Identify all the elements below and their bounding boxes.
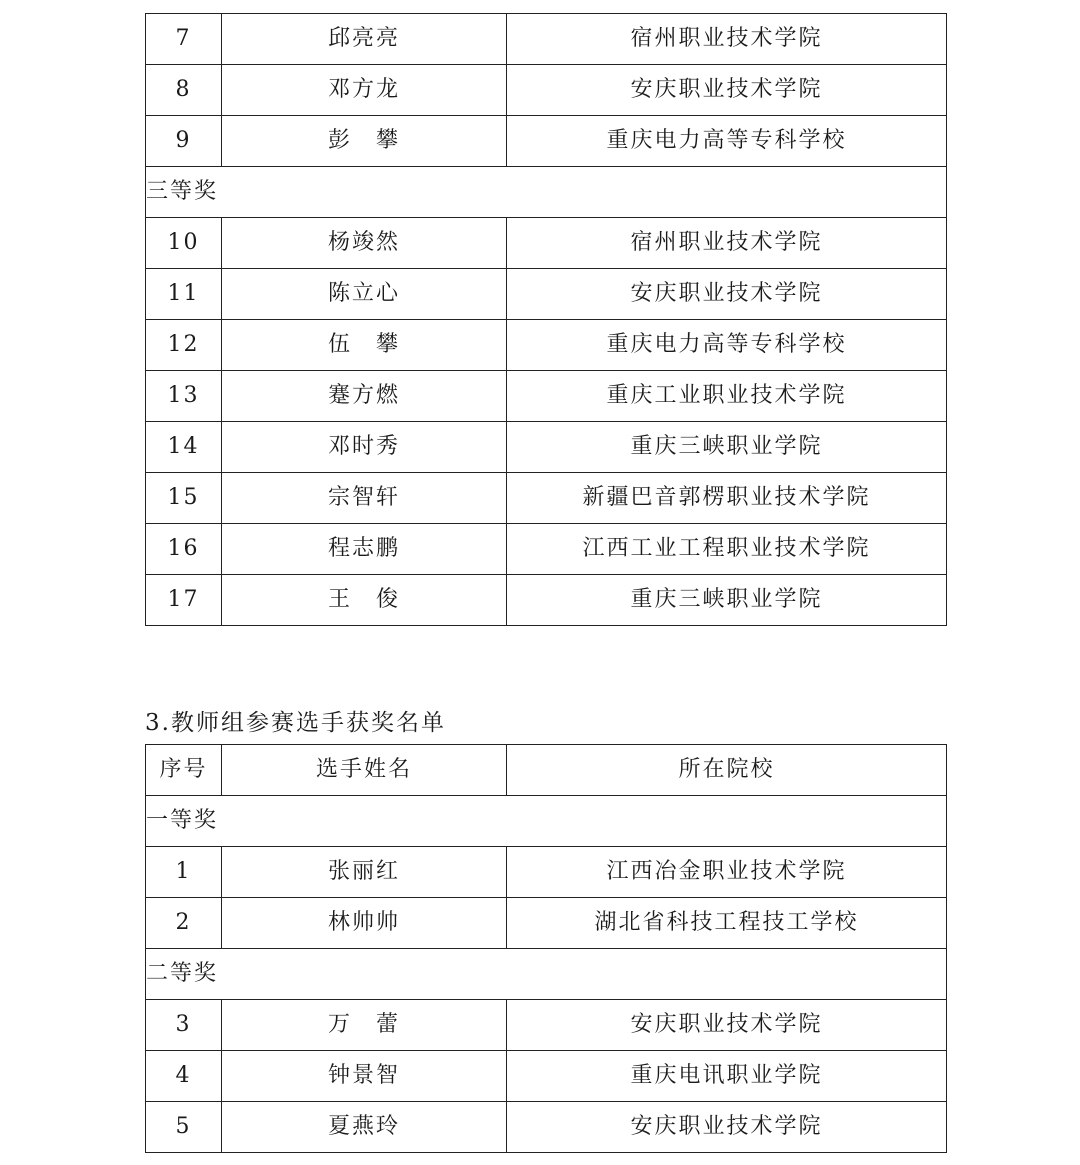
- contestant-name: 程志鹏: [222, 524, 507, 575]
- row-number: 8: [146, 65, 222, 116]
- table-row: [146, 1102, 947, 1153]
- row-number: 12: [146, 320, 222, 371]
- row-number: 11: [146, 269, 222, 320]
- school-name: 重庆电力高等专科学校: [507, 116, 947, 167]
- contestant-name: 夏燕玲: [222, 1102, 507, 1153]
- section-title: 3.教师组参赛选手获奖名单: [145, 710, 446, 736]
- row-number: 7: [146, 14, 222, 65]
- school-name: 新疆巴音郭楞职业技术学院: [507, 473, 947, 524]
- row-number: 16: [146, 524, 222, 575]
- table-row: [146, 65, 947, 116]
- teacher-awards-table-head: [146, 745, 947, 796]
- table-row: [146, 1051, 947, 1102]
- award-section-row: [146, 949, 947, 1000]
- row-number: 9: [146, 116, 222, 167]
- table-row: [146, 269, 947, 320]
- award-level-label: 一等奖: [146, 796, 947, 847]
- contestant-name: 蹇方燃: [222, 371, 507, 422]
- row-number: 13: [146, 371, 222, 422]
- school-name: 重庆三峡职业学院: [507, 575, 947, 626]
- contestant-name: 邓时秀: [222, 422, 507, 473]
- award-level-label: 二等奖: [146, 949, 947, 1000]
- school-name: 安庆职业技术学院: [507, 65, 947, 116]
- award-level-label: 三等奖: [146, 167, 947, 218]
- row-number: 4: [146, 1051, 222, 1102]
- header-name: 选手姓名: [222, 745, 507, 796]
- row-number: 5: [146, 1102, 222, 1153]
- school-name: 宿州职业技术学院: [507, 218, 947, 269]
- school-name: 重庆工业职业技术学院: [507, 371, 947, 422]
- contestant-name: 杨竣然: [222, 218, 507, 269]
- header-school: 所在院校: [507, 745, 947, 796]
- teacher-awards-table: [145, 744, 947, 1153]
- row-number: 14: [146, 422, 222, 473]
- row-number: 10: [146, 218, 222, 269]
- school-name: 宿州职业技术学院: [507, 14, 947, 65]
- school-name: 重庆电讯职业学院: [507, 1051, 947, 1102]
- school-name: 重庆电力高等专科学校: [507, 320, 947, 371]
- school-name: 重庆三峡职业学院: [507, 422, 947, 473]
- table-row: [146, 422, 947, 473]
- table-row: [146, 320, 947, 371]
- row-number: 15: [146, 473, 222, 524]
- row-number: 2: [146, 898, 222, 949]
- table-row: [146, 898, 947, 949]
- table-row: [146, 371, 947, 422]
- table-row: [146, 116, 947, 167]
- contestant-name: 王 俊: [222, 575, 507, 626]
- contestant-name: 邱亮亮: [222, 14, 507, 65]
- row-number: 17: [146, 575, 222, 626]
- award-section-row: [146, 796, 947, 847]
- table-row: [146, 218, 947, 269]
- contestant-name: 伍 攀: [222, 320, 507, 371]
- contestant-name: 张丽红: [222, 847, 507, 898]
- awards-table-continued-body: [146, 14, 947, 626]
- table-row: [146, 524, 947, 575]
- school-name: 湖北省科技工程技工学校: [507, 898, 947, 949]
- table-row: [146, 14, 947, 65]
- contestant-name: 陈立心: [222, 269, 507, 320]
- table-row: [146, 1000, 947, 1051]
- contestant-name: 邓方龙: [222, 65, 507, 116]
- awards-table-continued: [145, 13, 947, 626]
- table-row: [146, 473, 947, 524]
- contestant-name: 林帅帅: [222, 898, 507, 949]
- teacher-awards-table-body: [146, 796, 947, 1153]
- header-no: 序号: [146, 745, 222, 796]
- contestant-name: 彭 攀: [222, 116, 507, 167]
- row-number: 3: [146, 1000, 222, 1051]
- school-name: 江西冶金职业技术学院: [507, 847, 947, 898]
- school-name: 安庆职业技术学院: [507, 1102, 947, 1153]
- contestant-name: 万 蕾: [222, 1000, 507, 1051]
- table-row: [146, 575, 947, 626]
- row-number: 1: [146, 847, 222, 898]
- contestant-name: 宗智轩: [222, 473, 507, 524]
- school-name: 江西工业工程职业技术学院: [507, 524, 947, 575]
- table-row: [146, 847, 947, 898]
- award-section-row: [146, 167, 947, 218]
- contestant-name: 钟景智: [222, 1051, 507, 1102]
- table-header-row: [146, 745, 947, 796]
- school-name: 安庆职业技术学院: [507, 1000, 947, 1051]
- school-name: 安庆职业技术学院: [507, 269, 947, 320]
